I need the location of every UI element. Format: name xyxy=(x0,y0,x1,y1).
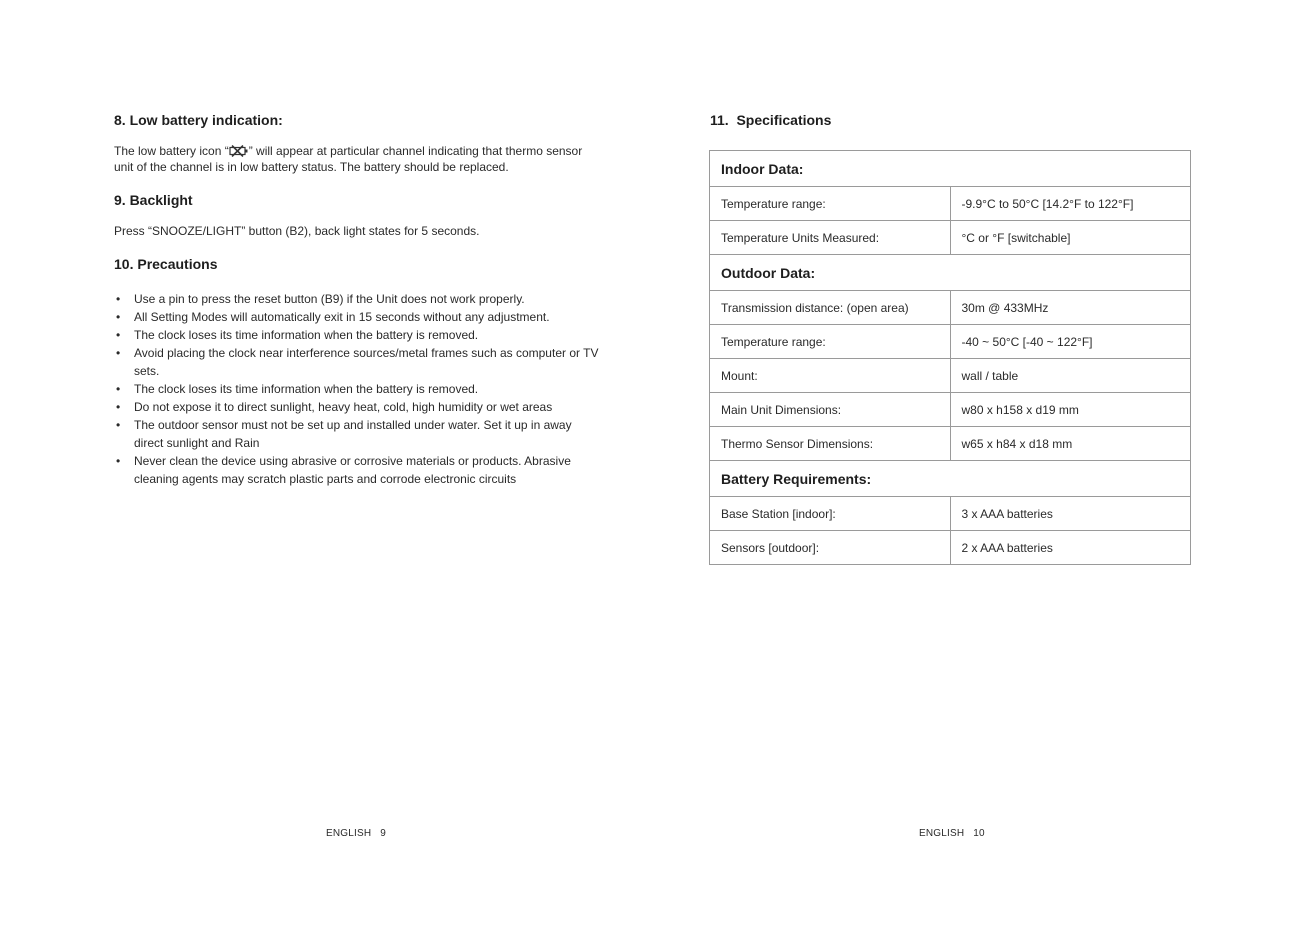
list-item xyxy=(114,416,604,452)
list-item xyxy=(114,452,604,488)
table-section-row xyxy=(710,151,1191,187)
page-number-right xyxy=(919,828,985,839)
table-row xyxy=(710,497,1191,531)
table-row xyxy=(710,187,1191,221)
precautions-list xyxy=(114,290,604,488)
spec-label: Sensors [outdoor]: xyxy=(710,531,951,565)
list-item xyxy=(114,344,604,380)
spec-value: 2 x AAA batteries xyxy=(950,531,1191,565)
list-item-text: Do not expose it to direct sunlight, heavy heat, cold, high humidity or wet areas xyxy=(134,400,553,414)
page-number-left-text: ENGLISH 9 xyxy=(326,828,386,839)
page-number-left xyxy=(326,828,386,839)
section-8-text-after: ” will appear at particular channel indicating that thermo sensor unit of the channel is in low battery status. The battery should be replaced. xyxy=(114,144,583,174)
list-item-text: Never clean the device using abrasive or corrosive materials or products. Abrasive cleaning agents may scratch plastic parts and corrode electronic circuits xyxy=(134,454,571,486)
spec-label: Main Unit Dimensions: xyxy=(710,393,951,427)
section-9-heading: 9. Backlight xyxy=(114,192,193,208)
table-row xyxy=(710,291,1191,325)
table-row xyxy=(710,325,1191,359)
list-item xyxy=(114,398,604,416)
spec-value: 3 x AAA batteries xyxy=(950,497,1191,531)
spec-value: -9.9°C to 50°C [14.2°F to 122°F] xyxy=(950,187,1191,221)
bullet-icon: • xyxy=(116,346,121,360)
table-row xyxy=(710,531,1191,565)
spec-label: Temperature range: xyxy=(710,325,951,359)
spec-label: Base Station [indoor]: xyxy=(710,497,951,531)
bullet-icon: • xyxy=(116,328,121,342)
spec-label: Temperature Units Measured: xyxy=(710,221,951,255)
spec-value: °C or °F [switchable] xyxy=(950,221,1191,255)
list-item-text: The clock loses its time information when the battery is removed. xyxy=(134,382,479,396)
spec-label: Thermo Sensor Dimensions: xyxy=(710,427,951,461)
section-8-heading: 8. Low battery indication: xyxy=(114,112,283,128)
low-battery-icon xyxy=(229,145,249,157)
list-item xyxy=(114,326,604,344)
spec-value: w80 x h158 x d19 mm xyxy=(950,393,1191,427)
table-row xyxy=(710,359,1191,393)
outdoor-data-title: Outdoor Data: xyxy=(710,255,1191,291)
list-item-text: Avoid placing the clock near interference sources/metal frames such as computer or TV sets. xyxy=(134,346,599,378)
battery-requirements-title: Battery Requirements: xyxy=(710,461,1191,497)
spec-label: Temperature range: xyxy=(710,187,951,221)
list-item xyxy=(114,308,604,326)
section-8-text xyxy=(114,143,604,175)
table-section-row xyxy=(710,255,1191,291)
section-10-heading: 10. Precautions xyxy=(114,256,218,272)
bullet-icon: • xyxy=(116,310,121,324)
list-item xyxy=(114,380,604,398)
list-item-text: The outdoor sensor must not be set up and installed under water. Set it up in away direct sunlight and Rain xyxy=(134,418,572,450)
spec-value: -40 ~ 50°C [-40 ~ 122°F] xyxy=(950,325,1191,359)
table-row xyxy=(710,427,1191,461)
list-item xyxy=(114,290,604,308)
spec-label: Mount: xyxy=(710,359,951,393)
bullet-icon: • xyxy=(116,382,121,396)
page-number-right-text: ENGLISH 10 xyxy=(919,828,985,839)
bullet-icon: • xyxy=(116,400,121,414)
spec-label: Transmission distance: (open area) xyxy=(710,291,951,325)
section-9-text: Press “SNOOZE/LIGHT” button (B2), back light states for 5 seconds. xyxy=(114,224,480,238)
bullet-icon: • xyxy=(116,418,121,432)
specifications-heading xyxy=(710,112,831,128)
specifications-heading-text: 11. Specifications xyxy=(710,112,832,128)
spec-value: w65 x h84 x d18 mm xyxy=(950,427,1191,461)
list-item-text: The clock loses its time information when the battery is removed. xyxy=(134,328,479,342)
spec-value: wall / table xyxy=(950,359,1191,393)
table-section-row xyxy=(710,461,1191,497)
indoor-data-title: Indoor Data: xyxy=(710,151,1191,187)
bullet-icon: • xyxy=(116,292,121,306)
specifications-table xyxy=(709,150,1191,565)
spec-value: 30m @ 433MHz xyxy=(950,291,1191,325)
table-row xyxy=(710,221,1191,255)
right-page xyxy=(652,0,1304,952)
bullet-icon: • xyxy=(116,454,121,468)
list-item-text: Use a pin to press the reset button (B9) if the Unit does not work properly. xyxy=(134,292,525,306)
table-row xyxy=(710,393,1191,427)
list-item-text: All Setting Modes will automatically exit in 15 seconds without any adjustment. xyxy=(134,310,550,324)
section-8-text-before: The low battery icon “ xyxy=(114,144,229,158)
